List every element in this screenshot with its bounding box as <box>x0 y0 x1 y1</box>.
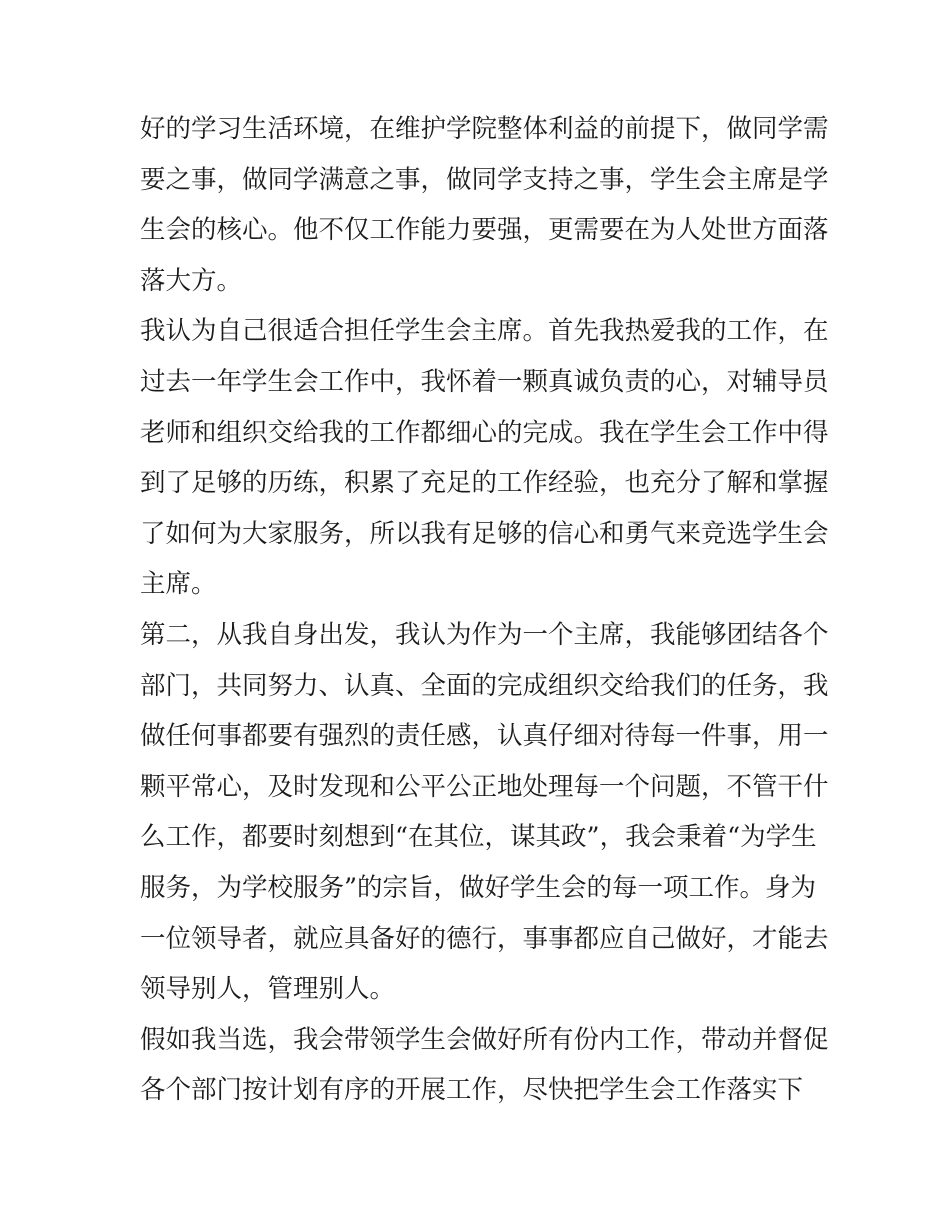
text-line: 落大方。 <box>140 265 243 296</box>
text-line: 第二，从我自身出发，我认为作为一个主席，我能够团结各个 <box>140 619 829 650</box>
text-line: 各个部门按计划有序的开展工作，尽快把学生会工作落实下 <box>140 1075 804 1106</box>
text-line: 服务，为学校服务”的宗旨，做好学生会的每一项工作。身为 <box>140 872 817 903</box>
text-line: 要之事，做同学满意之事，做同学支持之事，学生会主席是学 <box>140 164 829 195</box>
text-line: 生会的核心。他不仅工作能力要强，更需要在为人处世方面落 <box>140 215 829 246</box>
text-line: 颗平常心，及时发现和公平公正地处理每一个问题，不管干什 <box>140 771 829 802</box>
text-line: 我认为自己很适合担任学生会主席。首先我热爱我的工作，在 <box>140 316 829 347</box>
text-line: 主席。 <box>140 569 217 600</box>
text-line: 老师和组织交给我的工作都细心的完成。我在学生会工作中得 <box>140 417 829 448</box>
text-line: 领导别人，管理别人。 <box>140 974 396 1005</box>
text-line: 部门，共同努力、认真、全面的完成组织交给我们的任务，我 <box>140 670 829 701</box>
text-line: 假如我当选，我会带领学生会做好所有份内工作，带动并督促 <box>140 1024 829 1055</box>
text-line: 做任何事都要有强烈的责任感，认真仔细对待每一件事，用一 <box>140 721 829 752</box>
body-text <box>140 104 829 1116</box>
text-line: 了如何为大家服务，所以我有足够的信心和勇气来竞选学生会 <box>140 518 829 549</box>
text-line: 么工作，都要时刻想到“在其位，谋其政”，我会秉着“为学生 <box>140 822 817 853</box>
text-line: 到了足够的历练，积累了充足的工作经验，也充分了解和掌握 <box>140 468 829 499</box>
text-line: 一位领导者，就应具备好的德行，事事都应自己做好，才能去 <box>140 923 829 954</box>
text-line: 过去一年学生会工作中，我怀着一颗真诚负责的心，对辅导员 <box>140 366 829 397</box>
text-line: 好的学习生活环境，在维护学院整体利益的前提下，做同学需 <box>140 114 829 144</box>
